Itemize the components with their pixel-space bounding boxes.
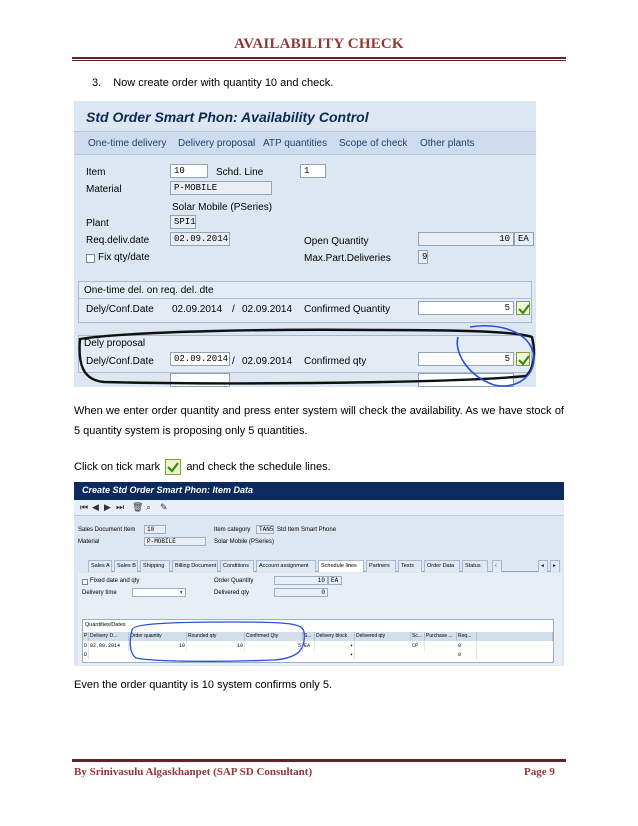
tab-other-plants[interactable]: Other plants	[420, 138, 475, 149]
col-header[interactable]: Delivery D...	[89, 632, 129, 641]
dely-conf-date2: 02.09.2014	[242, 304, 293, 315]
fixed-date-label: Fixed date and qty	[90, 578, 140, 584]
tab-partners[interactable]: Partners	[366, 560, 396, 572]
dely-prop-date-label: Dely/Conf.Date	[86, 356, 154, 367]
material-label: Material	[86, 184, 122, 195]
confirmed-qty-field[interactable]: 5	[418, 352, 514, 366]
paragraph-conclusion: Even the order quantity is 10 system confirms only 5.	[74, 679, 333, 691]
step-instruction	[92, 77, 333, 89]
confirmed-qty-label: Confirmed qty	[304, 356, 367, 367]
tab-order-data[interactable]: Order Data	[424, 560, 460, 572]
material-field-2: P-MOBILE	[144, 537, 206, 546]
step-text: Now create order with quantity 10 and check.	[113, 77, 334, 89]
tab-account-assignment[interactable]: Account assignment	[256, 560, 316, 572]
tab-conditions[interactable]: Conditions	[220, 560, 254, 572]
header-rule-thin	[72, 60, 566, 61]
tab-texts[interactable]: Texts	[398, 560, 422, 572]
next-item-icon[interactable]: ▶	[104, 502, 111, 512]
change-icon[interactable]: ✎	[160, 502, 168, 512]
plant-label: Plant	[86, 218, 109, 229]
tab-scroll-left-icon[interactable]: ◂	[538, 560, 548, 572]
col-header[interactable]: Purchase ...	[425, 632, 457, 641]
tab-sales-b[interactable]: Sales B	[114, 560, 138, 572]
display-icon[interactable]: ⌕	[146, 502, 152, 512]
col-header[interactable]: S...	[303, 632, 315, 641]
table-cell: EA	[303, 642, 315, 651]
col-header[interactable]: Order quantity	[129, 632, 187, 641]
footer-page-number: Page 9	[524, 766, 555, 778]
first-item-icon[interactable]: ⏮	[80, 502, 89, 512]
tab-scope-of-check[interactable]: Scope of check	[339, 138, 408, 149]
item-category-label: Item category	[214, 527, 251, 533]
table-cell: D	[84, 643, 88, 649]
dely-prop-date2: 02.09.2014	[242, 356, 293, 367]
open-quantity-field: 10	[418, 232, 514, 246]
tab-billing-document[interactable]: Billing Document	[172, 560, 218, 572]
schd-line-label: Schd. Line	[216, 167, 264, 178]
section-one-time-title: One-time del. on req. del. dte	[84, 285, 214, 296]
material-desc-2: Solar Mobile (PSeries)	[214, 539, 275, 545]
confirmed-quantity-label: Confirmed Quantity	[304, 304, 391, 315]
dely-prop-date1-field[interactable]: 02.09.2014	[170, 352, 230, 366]
tab-status[interactable]: Status	[462, 560, 488, 572]
schd-line-field[interactable]: 1	[300, 164, 326, 178]
item-field[interactable]: 10	[170, 164, 208, 178]
col-header[interactable]: Delivered qty	[355, 632, 411, 641]
req-deliv-date-field: 02.09.2014	[170, 232, 230, 246]
header-rule	[72, 57, 566, 59]
annotation-markup	[74, 101, 536, 387]
item-category-field: TAN5	[256, 525, 274, 534]
table-cell[interactable]: 10	[129, 642, 187, 651]
page-title: AVAILABILITY CHECK	[234, 36, 404, 52]
paragraph-availability: When we enter order quantity and press enter system will check the availability. As we have stock of 5 quantity system is proposing only 5 quantities.	[74, 405, 564, 437]
table-cell: D	[84, 652, 88, 658]
annotation-markup	[74, 482, 564, 666]
delivery-block-select[interactable]: ▾	[315, 651, 355, 660]
delivery-block-select[interactable]: ▾	[315, 642, 355, 651]
col-header[interactable]: Rounded qty	[187, 632, 245, 641]
order-qty-unit: EA	[328, 576, 342, 585]
confirmed-quantity-field: 5	[418, 301, 514, 315]
open-quantity-unit: EA	[514, 232, 534, 246]
screen-title: Std Order Smart Phon: Availability Control	[86, 109, 369, 125]
screen2-title: Create Std Order Smart Phon: Item Data	[74, 482, 564, 500]
table-cell: 5	[245, 642, 303, 651]
footer-author: By Srinivasulu Algaskhanpet (SAP SD Consultant)	[74, 766, 313, 778]
material-field: P-MOBILE	[170, 181, 272, 195]
delivery-time-label: Delivery time	[82, 590, 117, 596]
sales-doc-item-label: Sales Document Item	[78, 527, 136, 533]
last-item-icon[interactable]: ⏭	[116, 502, 125, 512]
delivered-qty-field: 0	[274, 588, 328, 597]
tab-delivery-proposal[interactable]: Delivery proposal	[178, 138, 256, 149]
open-quantity-label: Open Quantity	[304, 236, 369, 247]
table-cell: 0	[457, 642, 477, 651]
table-title: Quantities/Dates	[85, 622, 126, 628]
material-label-2: Material	[78, 539, 100, 545]
max-part-deliveries-label: Max.Part.Deliveries	[304, 253, 391, 264]
item-label: Item	[86, 167, 106, 178]
col-header[interactable]: Req...	[457, 632, 477, 641]
sales-doc-item-field: 10	[144, 525, 166, 534]
req-deliv-date-label: Req.deliv.date	[86, 235, 150, 246]
tab-schedule-lines[interactable]: Schedule lines	[318, 560, 364, 572]
tab-atp-quantities[interactable]: ATP quantities	[263, 138, 328, 149]
prev-item-icon[interactable]: ◀	[92, 502, 99, 512]
dropdown-arrow-icon: ▾	[179, 589, 183, 596]
paragraph-click-tick	[74, 459, 331, 475]
table-cell[interactable]: 02.09.2014	[89, 642, 129, 651]
col-header[interactable]: Sc...	[411, 632, 425, 641]
tab-shipping[interactable]: Shipping	[140, 560, 170, 572]
col-header[interactable]: P	[84, 633, 88, 639]
table-cell: 0	[457, 651, 477, 660]
col-header[interactable]: Delivery block	[315, 632, 355, 641]
table-cell: 10	[187, 642, 245, 651]
delete-icon[interactable]: 🗑	[132, 502, 144, 512]
plant-field: SPI1	[170, 215, 196, 229]
order-qty-label: Order Quantity	[214, 578, 254, 584]
date-separator: /	[232, 304, 235, 315]
availability-control-screenshot	[74, 101, 536, 387]
item-category-desc: Std Item Smart Phone	[277, 527, 337, 533]
fix-qty-label: Fix qty/date	[98, 252, 150, 263]
order-qty-field: 10	[274, 576, 328, 585]
tab-sales-a[interactable]: Sales A	[88, 560, 112, 572]
para2-after: and check the schedule lines.	[186, 461, 331, 473]
tick-mark-icon	[165, 459, 181, 475]
date-separator-2: /	[232, 356, 235, 367]
tab-one-time-delivery[interactable]: One-time delivery	[88, 138, 167, 149]
table-cell: CP	[411, 642, 425, 651]
item-data-screenshot	[74, 482, 564, 666]
tab-more[interactable]: ‹	[492, 560, 502, 572]
footer-rule	[72, 759, 566, 762]
material-description: Solar Mobile (PSeries)	[172, 202, 273, 213]
max-part-deliveries-field: 9	[418, 250, 428, 264]
para2-before: Click on tick mark	[74, 461, 161, 473]
tab-scroll-right-icon[interactable]: ▸	[550, 560, 560, 572]
section-dely-proposal-title: Dely proposal	[84, 338, 146, 349]
dely-conf-date-label: Dely/Conf.Date	[86, 304, 154, 315]
step-number: 3.	[92, 77, 102, 89]
col-header[interactable]: Confirmed Qty	[245, 632, 303, 641]
dely-conf-date1: 02.09.2014	[172, 304, 223, 315]
delivered-qty-label: Delivered qty	[214, 590, 250, 596]
